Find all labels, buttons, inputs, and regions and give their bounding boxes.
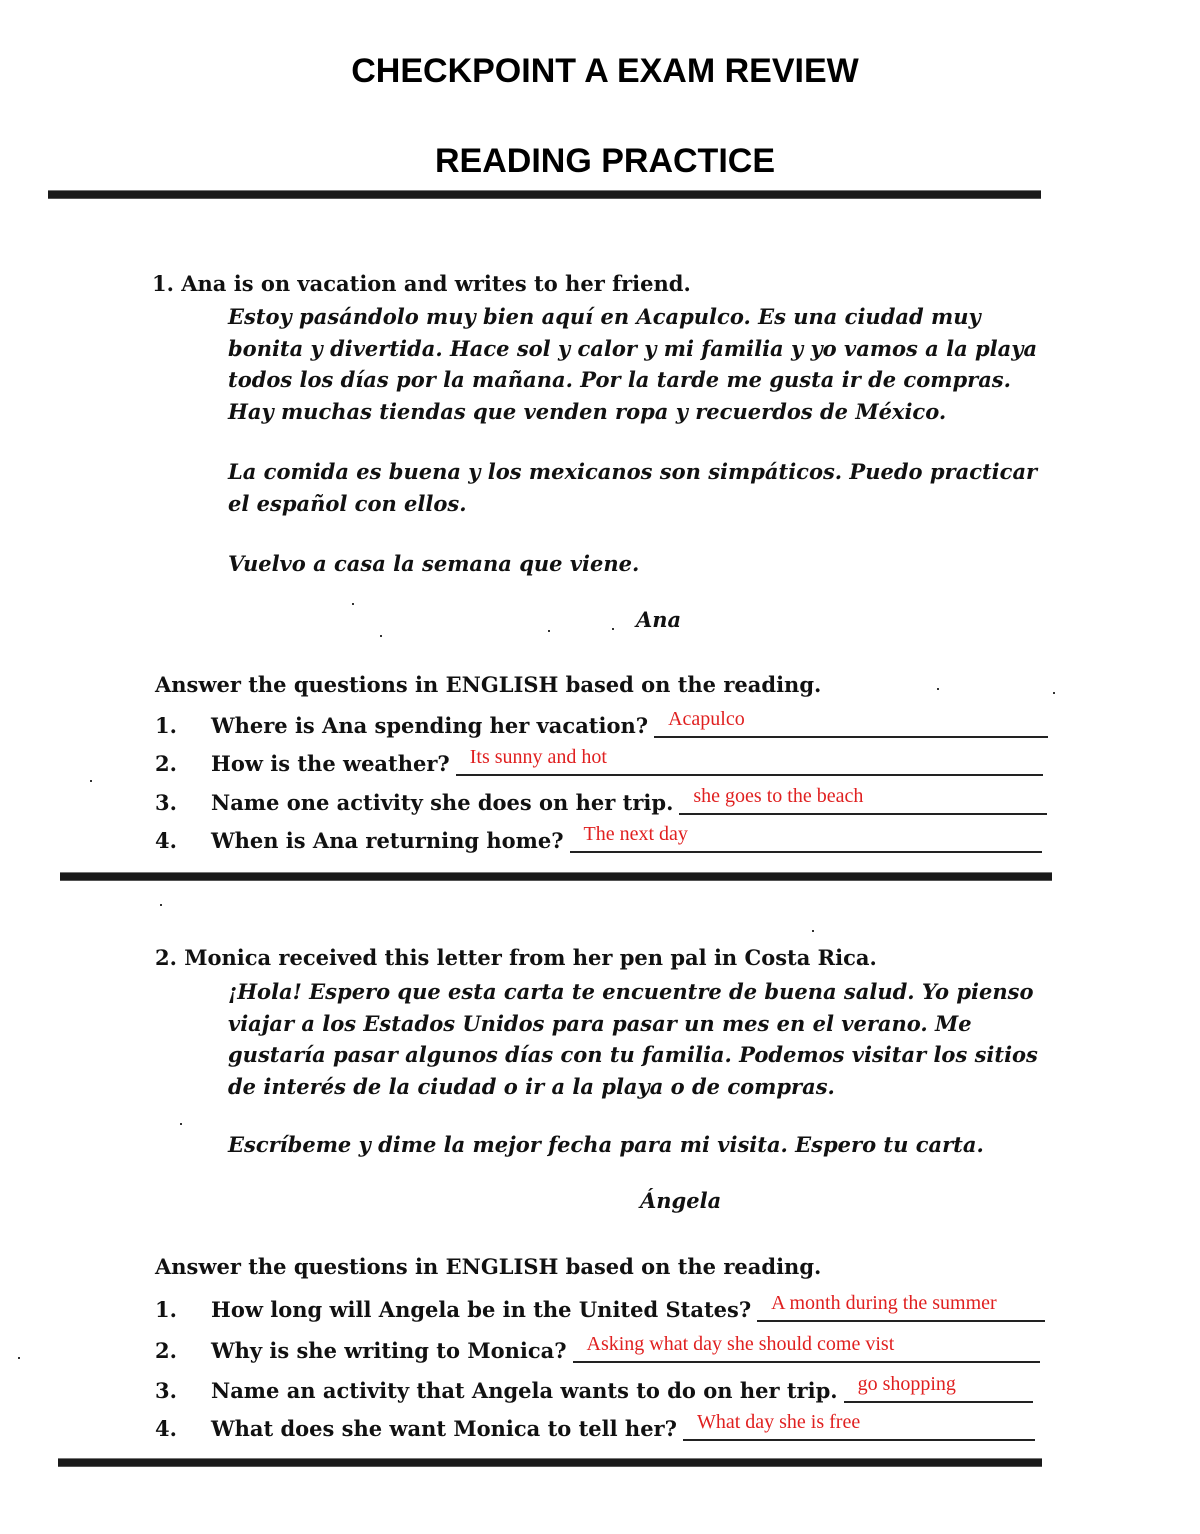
section2-question-1 xyxy=(155,1290,1045,1322)
answer-line[interactable] xyxy=(683,1413,1035,1441)
handwritten-answer: she goes to the beach xyxy=(693,785,864,807)
question-number: 2. xyxy=(155,1338,177,1363)
question-number: 3. xyxy=(155,1378,177,1403)
scan-speck xyxy=(352,603,354,605)
scan-speck xyxy=(160,904,162,906)
scan-speck xyxy=(812,930,814,932)
section1-instructions: Answer the questions in ENGLISH based on the reading. xyxy=(155,672,822,697)
question-number: 2. xyxy=(155,751,177,776)
section2-instructions: Answer the questions in ENGLISH based on the reading. xyxy=(155,1254,822,1279)
question-text: What does she want Monica to tell her? xyxy=(211,1416,677,1441)
handwritten-answer: Acapulco xyxy=(668,708,745,730)
divider-bottom xyxy=(58,1459,1042,1466)
page-subtitle: READING PRACTICE xyxy=(434,142,776,180)
answer-line[interactable] xyxy=(570,825,1042,853)
handwritten-answer: The next day xyxy=(583,823,688,845)
scan-speck xyxy=(18,1357,20,1359)
scan-speck xyxy=(937,688,939,690)
scan-speck xyxy=(180,1123,182,1125)
divider-top xyxy=(48,191,1041,198)
section1-letter-paragraph-1: Estoy pasándolo muy bien aquí en Acapulco. Es una ciudad muy bonita y divertida. Hace sol y calor y mi familia y yo vamos a la playa todos los días por la mañana. Por la tarde me gusta ir de compras. Hay muchas tiendas que venden ropa y recuerdos de México. xyxy=(228,304,1038,424)
section1-question-4 xyxy=(155,821,1042,853)
question-number: 1. xyxy=(155,1297,177,1322)
question-number: 3. xyxy=(155,790,177,815)
question-text: When is Ana returning home? xyxy=(211,828,564,853)
question-text: Name an activity that Angela wants to do on her trip. xyxy=(211,1378,838,1403)
question-number: 4. xyxy=(155,828,177,853)
question-text: How is the weather? xyxy=(211,751,450,776)
question-number: 1. xyxy=(155,713,177,738)
section2-letter-paragraph-1: ¡Hola! Espero que esta carta te encuentre de buena salud. Yo pienso viajar a los Estados Unidos para pasar un mes en el verano. Me gustaría pasar algunos días con tu familia. Podemos visitar los sitios de interés de la ciudad o ir a la playa o de compras. xyxy=(228,979,1038,1099)
section1-question-3 xyxy=(155,783,1047,815)
section2-question-4 xyxy=(155,1409,1035,1441)
scan-speck xyxy=(380,635,382,637)
section2-signature: Ángela xyxy=(640,1188,722,1213)
scan-speck xyxy=(90,780,92,782)
scan-speck xyxy=(612,628,614,630)
section1-question-1 xyxy=(155,706,1048,738)
section2-intro: 2. Monica received this letter from her pen pal in Costa Rica. xyxy=(155,945,877,970)
answer-line[interactable] xyxy=(679,787,1047,815)
answer-line[interactable] xyxy=(456,748,1043,776)
scan-speck xyxy=(1053,692,1055,694)
section1-letter-paragraph-3: Vuelvo a casa la semana que viene. xyxy=(228,551,640,576)
answer-line[interactable] xyxy=(573,1335,1040,1363)
page-title: CHECKPOINT A EXAM REVIEW xyxy=(351,52,859,90)
divider-middle xyxy=(60,873,1052,880)
handwritten-answer: What day she is free xyxy=(696,1411,861,1433)
question-text: Where is Ana spending her vacation? xyxy=(211,713,649,738)
section1-letter-paragraph-2: La comida es buena y los mexicanos son simpáticos. Puedo practicar el español con ellos. xyxy=(228,459,1038,516)
handwritten-answer: A month during the summer xyxy=(771,1292,997,1314)
question-number: 4. xyxy=(155,1416,177,1441)
section1-intro: 1. Ana is on vacation and writes to her friend. xyxy=(152,271,691,296)
answer-line[interactable] xyxy=(654,710,1048,738)
handwritten-answer: go shopping xyxy=(857,1373,956,1395)
section2-letter-paragraph-2: Escríbeme y dime la mejor fecha para mi visita. Espero tu carta. xyxy=(228,1132,984,1157)
handwritten-answer: Its sunny and hot xyxy=(469,746,607,768)
question-text: Why is she writing to Monica? xyxy=(211,1338,567,1363)
answer-line[interactable] xyxy=(757,1294,1045,1322)
handwritten-answer: Asking what day she should come vist xyxy=(586,1333,895,1355)
scan-speck xyxy=(548,630,550,632)
question-text: Name one activity she does on her trip. xyxy=(211,790,674,815)
section1-signature: Ana xyxy=(636,607,682,632)
section1-question-2 xyxy=(155,744,1043,776)
question-text: How long will Angela be in the United States? xyxy=(211,1297,752,1322)
section2-question-2 xyxy=(155,1331,1040,1363)
section2-question-3 xyxy=(155,1371,1033,1403)
answer-line[interactable] xyxy=(844,1375,1033,1403)
